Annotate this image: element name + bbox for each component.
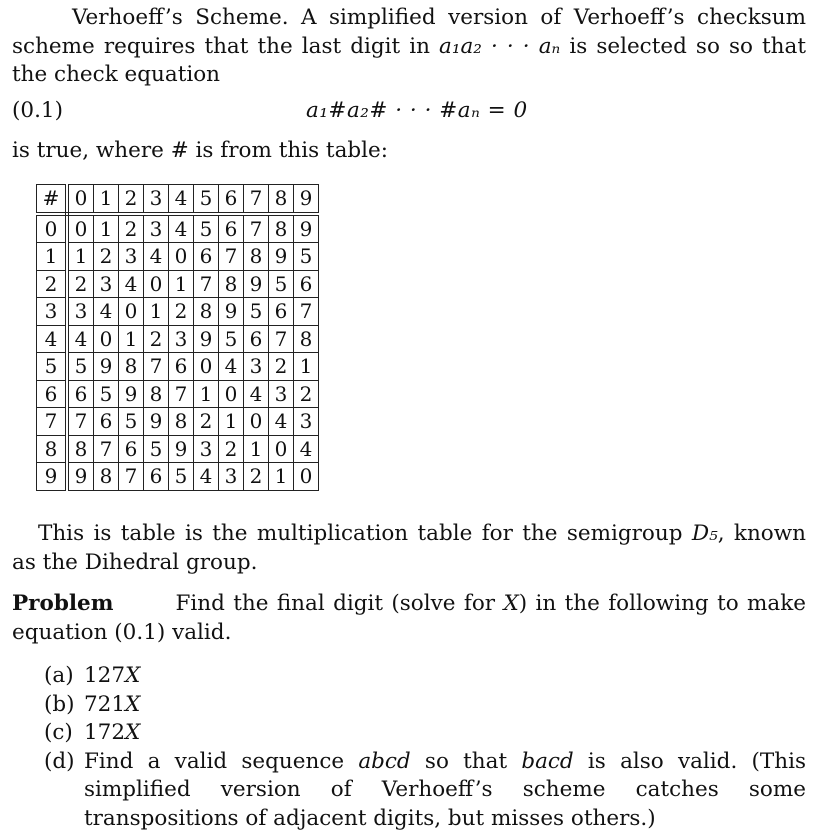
intro-text-2: is selected so so that the check equation (12, 33, 806, 87)
table-row-header: 3 (37, 298, 68, 326)
item-var: X (125, 720, 141, 745)
table-cell: 8 (194, 298, 219, 326)
table-cell: 2 (144, 325, 169, 353)
table-cell: 5 (244, 298, 269, 326)
dihedral-table-wrapper (36, 184, 319, 491)
table-cell: 5 (219, 325, 244, 353)
table-cell: 8 (219, 270, 244, 298)
table-cell: 5 (144, 435, 169, 463)
table-cell: 3 (144, 214, 169, 243)
problem-text-1: Find the final digit (solve for (175, 591, 504, 616)
table-cell: 0 (269, 435, 294, 463)
after-equation-text: is true, where # is from this table: (12, 138, 388, 163)
table-cell: 4 (194, 463, 219, 491)
problem-paragraph (12, 590, 806, 647)
table-cell: 4 (219, 353, 244, 381)
table-cell: 8 (67, 435, 94, 463)
table-cell: 8 (269, 214, 294, 243)
table-column-header: 0 (67, 185, 94, 214)
table-cell: 0 (194, 353, 219, 381)
table-cell: 2 (219, 435, 244, 463)
table-cell: 6 (269, 298, 294, 326)
table-cell: 0 (244, 408, 269, 436)
table-cell: 2 (244, 463, 269, 491)
table-cell: 2 (294, 380, 319, 408)
table-header-row (37, 185, 319, 214)
table-row (37, 408, 319, 436)
list-item-a (44, 662, 806, 691)
list-marker: (a) (44, 663, 74, 688)
table-row-header: 5 (37, 353, 68, 381)
item-d-text-2: so that (410, 748, 522, 774)
table-column-header: 3 (144, 185, 169, 214)
table-cell: 6 (94, 408, 119, 436)
item-d-seq1: abcd (358, 748, 411, 774)
table-row (37, 243, 319, 271)
table-cell: 2 (269, 353, 294, 381)
table-row (37, 353, 319, 381)
table-row-header: 4 (37, 325, 68, 353)
table-cell: 9 (169, 435, 194, 463)
table-cell: 4 (244, 380, 269, 408)
table-cell: 6 (144, 463, 169, 491)
table-cell: 0 (94, 325, 119, 353)
table-column-header: 5 (194, 185, 219, 214)
table-cell: 7 (67, 408, 94, 436)
table-cell: 4 (67, 325, 94, 353)
item-prefix: 172 (84, 720, 126, 745)
table-cell: 0 (219, 380, 244, 408)
table-row (37, 270, 319, 298)
item-var: X (125, 663, 141, 688)
table-cell: 3 (269, 380, 294, 408)
table-cell: 6 (119, 435, 144, 463)
table-row (37, 435, 319, 463)
table-row (37, 380, 319, 408)
table-row-header: 7 (37, 408, 68, 436)
table-row-header: 9 (37, 463, 68, 491)
problem-text-2: ) in the following to make equation (0.1) valid. (12, 591, 806, 645)
table-cell: 1 (94, 214, 119, 243)
table-row (37, 214, 319, 243)
table-cell: 7 (94, 435, 119, 463)
table-cell: 7 (219, 243, 244, 271)
note-text-1: This is table is the multiplication table for the semigroup (38, 521, 692, 546)
table-cell: 0 (294, 463, 319, 491)
table-corner-cell: # (37, 185, 68, 214)
problem-list (44, 662, 806, 833)
list-item-b (44, 691, 806, 720)
table-cell: 6 (244, 325, 269, 353)
table-row (37, 298, 319, 326)
table-cell: 2 (94, 243, 119, 271)
table-row-header: 1 (37, 243, 68, 271)
table-cell: 1 (67, 243, 94, 271)
table-cell: 1 (119, 325, 144, 353)
table-cell: 0 (169, 243, 194, 271)
table-column-header: 4 (169, 185, 194, 214)
item-prefix: 721 (84, 691, 126, 717)
table-cell: 4 (94, 298, 119, 326)
check-equation: a₁#a₂# · · · #aₙ = 0 (306, 98, 528, 123)
table-cell: 8 (94, 463, 119, 491)
table-cell: 1 (269, 463, 294, 491)
table-cell: 4 (269, 408, 294, 436)
table-cell: 1 (194, 380, 219, 408)
table-cell: 7 (119, 463, 144, 491)
table-cell: 5 (169, 463, 194, 491)
table-cell: 4 (144, 243, 169, 271)
table-cell: 9 (144, 408, 169, 436)
table-cell: 6 (169, 353, 194, 381)
table-cell: 5 (94, 380, 119, 408)
table-row (37, 325, 319, 353)
table-cell: 2 (119, 214, 144, 243)
table-cell: 3 (94, 270, 119, 298)
table-cell: 7 (144, 353, 169, 381)
list-marker: (c) (44, 720, 73, 745)
table-cell: 8 (169, 408, 194, 436)
equation-number: (0.1) (12, 98, 63, 123)
table-cell: 7 (294, 298, 319, 326)
table-cell: 6 (67, 380, 94, 408)
table-cell: 8 (119, 353, 144, 381)
list-item-d (44, 748, 806, 834)
note-group: D₅ (691, 521, 718, 546)
table-cell: 5 (294, 243, 319, 271)
table-cell: 6 (194, 243, 219, 271)
table-cell: 1 (169, 270, 194, 298)
table-cell: 3 (294, 408, 319, 436)
table-cell: 1 (144, 298, 169, 326)
table-cell: 3 (67, 298, 94, 326)
dihedral-table (36, 184, 319, 491)
list-item-c (44, 719, 806, 748)
item-d-text-3: is also valid. (This simplified version of Verhoeff’s scheme catches some transpositions of adjacent digits, but misses others.) (84, 748, 806, 831)
table-cell: 5 (194, 214, 219, 243)
table-cell: 7 (194, 270, 219, 298)
table-cell: 9 (244, 270, 269, 298)
table-cell: 7 (244, 214, 269, 243)
item-d-seq2: bacd (521, 748, 574, 774)
table-cell: 0 (119, 298, 144, 326)
table-column-header: 7 (244, 185, 269, 214)
table-cell: 2 (169, 298, 194, 326)
problem-label: Problem (12, 591, 114, 616)
table-cell: 6 (219, 214, 244, 243)
table-column-header: 8 (269, 185, 294, 214)
table-cell: 4 (169, 214, 194, 243)
table-cell: 0 (144, 270, 169, 298)
table-column-header: 6 (219, 185, 244, 214)
table-cell: 3 (244, 353, 269, 381)
table-cell: 6 (294, 270, 319, 298)
table-row-header: 2 (37, 270, 68, 298)
table-cell: 8 (244, 243, 269, 271)
item-prefix: 127 (84, 663, 126, 688)
table-cell: 0 (67, 214, 94, 243)
intro-paragraph (12, 4, 806, 90)
problem-var: X (503, 591, 519, 616)
table-cell: 2 (194, 408, 219, 436)
table-cell: 3 (219, 463, 244, 491)
table-cell: 4 (294, 435, 319, 463)
table-cell: 1 (294, 353, 319, 381)
table-row-header: 0 (37, 214, 68, 243)
intro-sequence: a₁a₂ · · · aₙ (439, 33, 561, 59)
table-cell: 9 (67, 463, 94, 491)
table-column-header: 9 (294, 185, 319, 214)
table-row-header: 8 (37, 435, 68, 463)
table-cell: 2 (67, 270, 94, 298)
list-marker: (b) (44, 691, 75, 717)
table-cell: 7 (169, 380, 194, 408)
table-cell: 5 (269, 270, 294, 298)
table-cell: 5 (67, 353, 94, 381)
intro-text-1: Verhoeff’s Scheme. A simplified version of Verhoeff’s checksum scheme requires that the last digit in (12, 5, 806, 59)
table-row-header: 6 (37, 380, 68, 408)
table-cell: 9 (194, 325, 219, 353)
table-cell: 9 (269, 243, 294, 271)
table-cell: 8 (144, 380, 169, 408)
table-column-header: 1 (94, 185, 119, 214)
note-text-2: , known as the Dihedral group. (12, 521, 806, 575)
table-cell: 9 (219, 298, 244, 326)
table-cell: 3 (169, 325, 194, 353)
table-cell: 3 (194, 435, 219, 463)
table-cell: 4 (119, 270, 144, 298)
list-marker: (d) (44, 748, 75, 774)
table-cell: 9 (119, 380, 144, 408)
table-cell: 5 (119, 408, 144, 436)
table-cell: 3 (119, 243, 144, 271)
table-cell: 1 (244, 435, 269, 463)
table-cell: 8 (294, 325, 319, 353)
table-row (37, 463, 319, 491)
table-cell: 7 (269, 325, 294, 353)
item-var: X (125, 691, 141, 717)
table-cell: 9 (294, 214, 319, 243)
table-cell: 1 (219, 408, 244, 436)
item-d-text-1: Find a valid sequence (84, 748, 359, 774)
note-paragraph (12, 520, 806, 577)
table-column-header: 2 (119, 185, 144, 214)
table-cell: 9 (94, 353, 119, 381)
